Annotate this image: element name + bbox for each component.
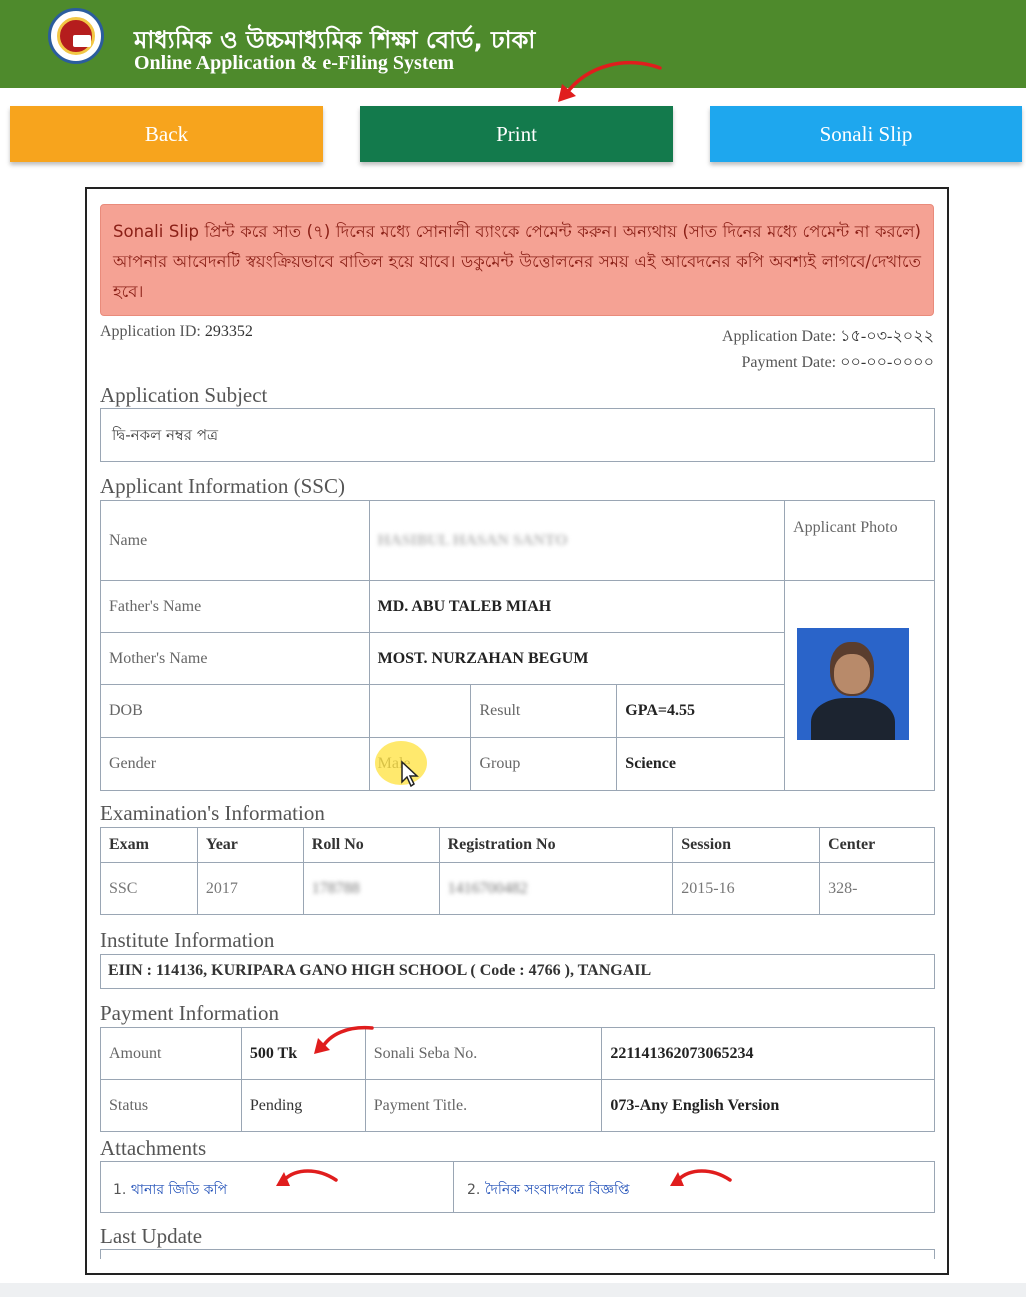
result-value: GPA=4.55 xyxy=(617,685,785,738)
board-title: মাধ্যমিক ও উচ্চমাধ্যমিক শিক্ষা বোর্ড, ঢাকা xyxy=(134,26,536,54)
attachment-link-2[interactable]: 2. দৈনিক সংবাদপত্রে বিজ্ঞপ্তি xyxy=(467,1182,630,1198)
roll-cell: 178788 xyxy=(303,863,439,915)
name-label: Name xyxy=(101,501,370,581)
applicant-photo xyxy=(797,628,909,740)
payment-notice: Sonali Slip প্রিন্ট করে সাত (৭) দিনের মধ্যে সোনালী ব্যাংকে পেমেন্ট করুন। অন্যথায় (সাত দিনের মধ্যে পেমেন্ট না করলে) আপনার আবেদনটি স্বয়ংক্রিয়ভাবে বাতিল হয়ে যাবে। ডকুমেন্ট উত্তোলনের সময় এই আবেদনের কপি অবশ্যই লাগবে/দেখাতে হবে। xyxy=(100,204,934,316)
center-header: Center xyxy=(820,828,935,863)
father-label: Father's Name xyxy=(101,581,370,633)
registration-cell: 1416700482 xyxy=(439,863,673,915)
payment-table xyxy=(100,1027,935,1132)
payment-title-value: 073-Any English Version xyxy=(602,1080,935,1132)
system-subtitle: Online Application & e-Filing System xyxy=(134,52,455,74)
status-label: Status xyxy=(101,1080,242,1132)
exam-table xyxy=(100,827,935,915)
gender-label: Gender xyxy=(101,738,370,791)
payment-section-title: Payment Information xyxy=(100,1001,280,1025)
session-cell: 2015-16 xyxy=(673,863,820,915)
sonali-slip-button[interactable]: Sonali Slip xyxy=(710,106,1022,162)
back-button[interactable]: Back xyxy=(10,106,323,162)
dob-value xyxy=(369,685,471,738)
last-update-box xyxy=(100,1249,935,1259)
institute-value: EIIN : 114136, KURIPARA GANO HIGH SCHOOL ( Code : 4766 ), TANGAIL xyxy=(108,962,652,979)
amount-label: Amount xyxy=(101,1028,242,1080)
photo-label: Applicant Photo xyxy=(785,501,935,581)
registration-header: Registration No xyxy=(439,828,673,863)
applicant-section-title: Applicant Information (SSC) xyxy=(100,474,345,498)
father-value: MD. ABU TALEB MIAH xyxy=(369,581,785,633)
board-logo-icon xyxy=(48,8,104,64)
year-header: Year xyxy=(197,828,303,863)
print-button[interactable]: Print xyxy=(360,106,673,162)
page-bottom-strip xyxy=(0,1283,1026,1297)
subject-box xyxy=(100,408,935,462)
exam-cell: SSC xyxy=(101,863,198,915)
seba-value: 221141362073065234 xyxy=(602,1028,935,1080)
exam-header: Exam xyxy=(101,828,198,863)
mother-label: Mother's Name xyxy=(101,633,370,685)
subject-section-title: Application Subject xyxy=(100,383,268,407)
application-id: Application ID: 293352 xyxy=(100,323,253,340)
result-label: Result xyxy=(471,685,617,738)
annotation-arrow-icon xyxy=(548,58,668,108)
group-label: Group xyxy=(471,738,617,791)
annotation-arrow-icon xyxy=(308,1022,378,1058)
annotation-arrow-icon xyxy=(664,1168,734,1194)
group-value: Science xyxy=(617,738,785,791)
attachment-link-1[interactable]: 1. থানার জিডি কপি xyxy=(113,1182,228,1198)
status-value: Pending xyxy=(241,1080,365,1132)
payment-title-label: Payment Title. xyxy=(365,1080,602,1132)
application-date: Application Date: ১৫-০৩-২০২২ xyxy=(721,328,934,345)
last-update-section-title: Last Update xyxy=(100,1224,203,1248)
annotation-arrow-icon xyxy=(270,1168,340,1194)
attachments-section-title: Attachments xyxy=(100,1136,207,1160)
subject-value: দ্বি-নকল নম্বর পত্র xyxy=(112,426,219,444)
amount-value: 500 Tk xyxy=(241,1028,365,1080)
site-header xyxy=(0,0,1026,88)
mother-value: MOST. NURZAHAN BEGUM xyxy=(369,633,785,685)
roll-header: Roll No xyxy=(303,828,439,863)
payment-date: Payment Date: ০০-০০-০০০০ xyxy=(741,354,934,371)
institute-section-title: Institute Information xyxy=(100,928,275,952)
seba-label: Sonali Seba No. xyxy=(365,1028,602,1080)
session-header: Session xyxy=(673,828,820,863)
center-cell: 328- xyxy=(820,863,935,915)
year-cell: 2017 xyxy=(197,863,303,915)
name-value: HASIBUL HASAN SANTO xyxy=(369,501,785,581)
mouse-pointer-icon xyxy=(400,760,420,788)
dob-label: DOB xyxy=(101,685,370,738)
exam-section-title: Examination's Information xyxy=(100,801,325,825)
